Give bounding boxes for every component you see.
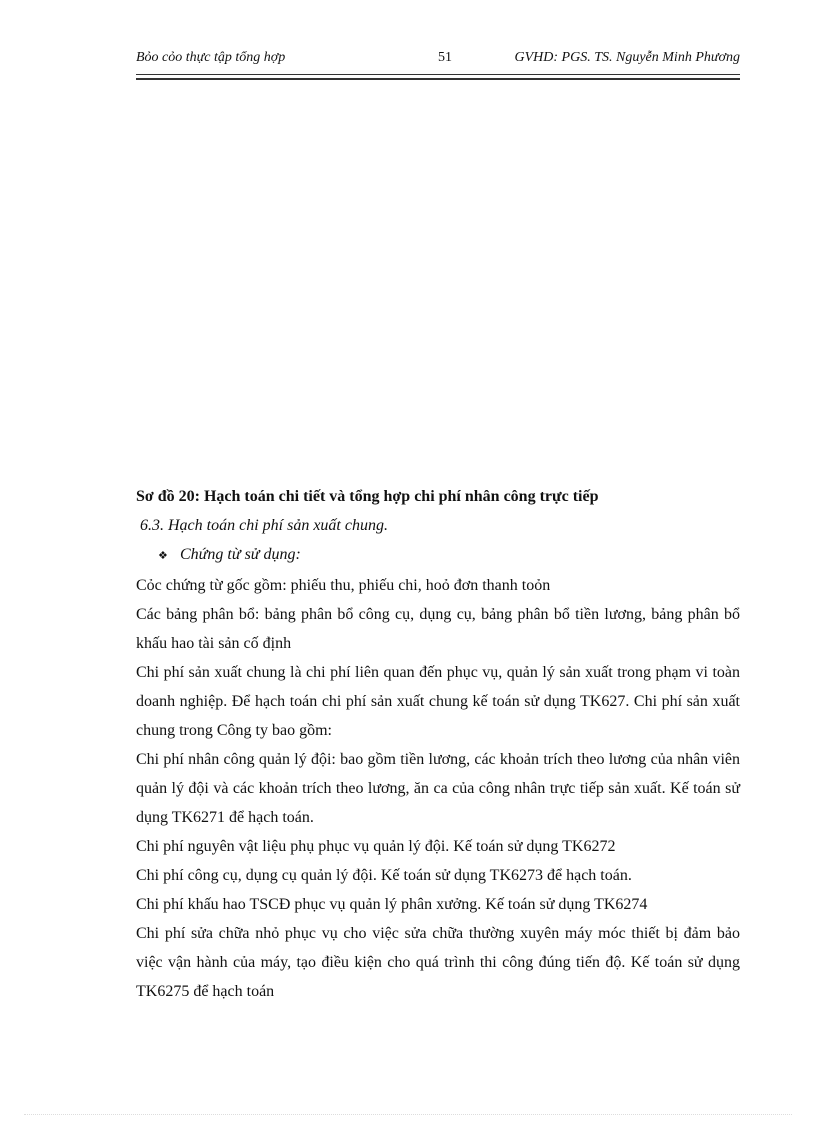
paragraph: Chi phí sửa chữa nhỏ phục vụ cho việc sửa chữa thường xuyên máy móc thiết bị đảm bảo việc vận hành của máy, tạo điều kiện cho quá trình thi công đúng tiến độ. Kế toán sử dụng TK6275 để hạch toán bbox=[136, 925, 740, 1000]
header-supervisor: GVHD: PGS. TS. Nguyễn Minh Phương bbox=[514, 50, 740, 65]
header-rule-thin bbox=[136, 74, 740, 75]
diamond-bullet-icon: ❖ bbox=[158, 550, 168, 562]
bullet-heading bbox=[136, 540, 740, 571]
footer-divider bbox=[24, 1114, 792, 1115]
paragraph: Chi phí khấu hao TSCĐ phục vụ quản lý phân xưởng. Kế toán sử dụng TK6274 bbox=[136, 896, 648, 913]
paragraph: Chi phí sản xuất chung là chi phí liên quan đến phục vụ, quản lý sản xuất trong phạm vi toàn doanh nghiệp. Để hạch toán chi phí sản xuất chung kế toán sử dụng TK627. Chi phí sản xuất chung trong Công ty bao gồm: bbox=[136, 664, 740, 739]
diagram-caption: Sơ đồ 20: Hạch toán chi tiết và tổng hợp chi phí nhân công trực tiếp bbox=[136, 488, 599, 505]
header-page-number: 51 bbox=[438, 50, 452, 65]
paragraph: Chi phí công cụ, dụng cụ quản lý đội. Kế toán sử dụng TK6273 để hạch toán. bbox=[136, 867, 632, 884]
section-heading: 6.3. Hạch toán chi phí sản xuất chung. bbox=[140, 517, 388, 534]
paragraph: Chi phí nhân công quản lý đội: bao gồm tiền lương, các khoản trích theo lương của nhân viên quản lý đội và các khoản trích theo lương, ăn ca của công nhân trực tiếp sản xuất. Kế toán sử dụng TK6271 để hạch toán. bbox=[136, 751, 740, 826]
paragraph: Cỏc chứng từ gốc gồm: phiếu thu, phiếu chi, hoỏ đơn thanh toỏn bbox=[136, 577, 551, 594]
body-content bbox=[136, 482, 740, 1006]
page-header bbox=[136, 46, 740, 72]
header-report-title: Bỏo cỏo thực tập tổng hợp bbox=[136, 50, 286, 65]
paragraph: Chi phí nguyên vật liệu phụ phục vụ quản lý đội. Kế toán sử dụng TK6272 bbox=[136, 838, 616, 855]
bullet-heading-text: Chứng từ sử dụng: bbox=[180, 546, 301, 563]
header-rule-thick bbox=[136, 78, 740, 80]
paragraph: Các bảng phân bổ: bảng phân bổ công cụ, dụng cụ, bảng phân bổ tiền lương, bảng phân bổ khấu hao tài sản cố định bbox=[136, 606, 740, 652]
